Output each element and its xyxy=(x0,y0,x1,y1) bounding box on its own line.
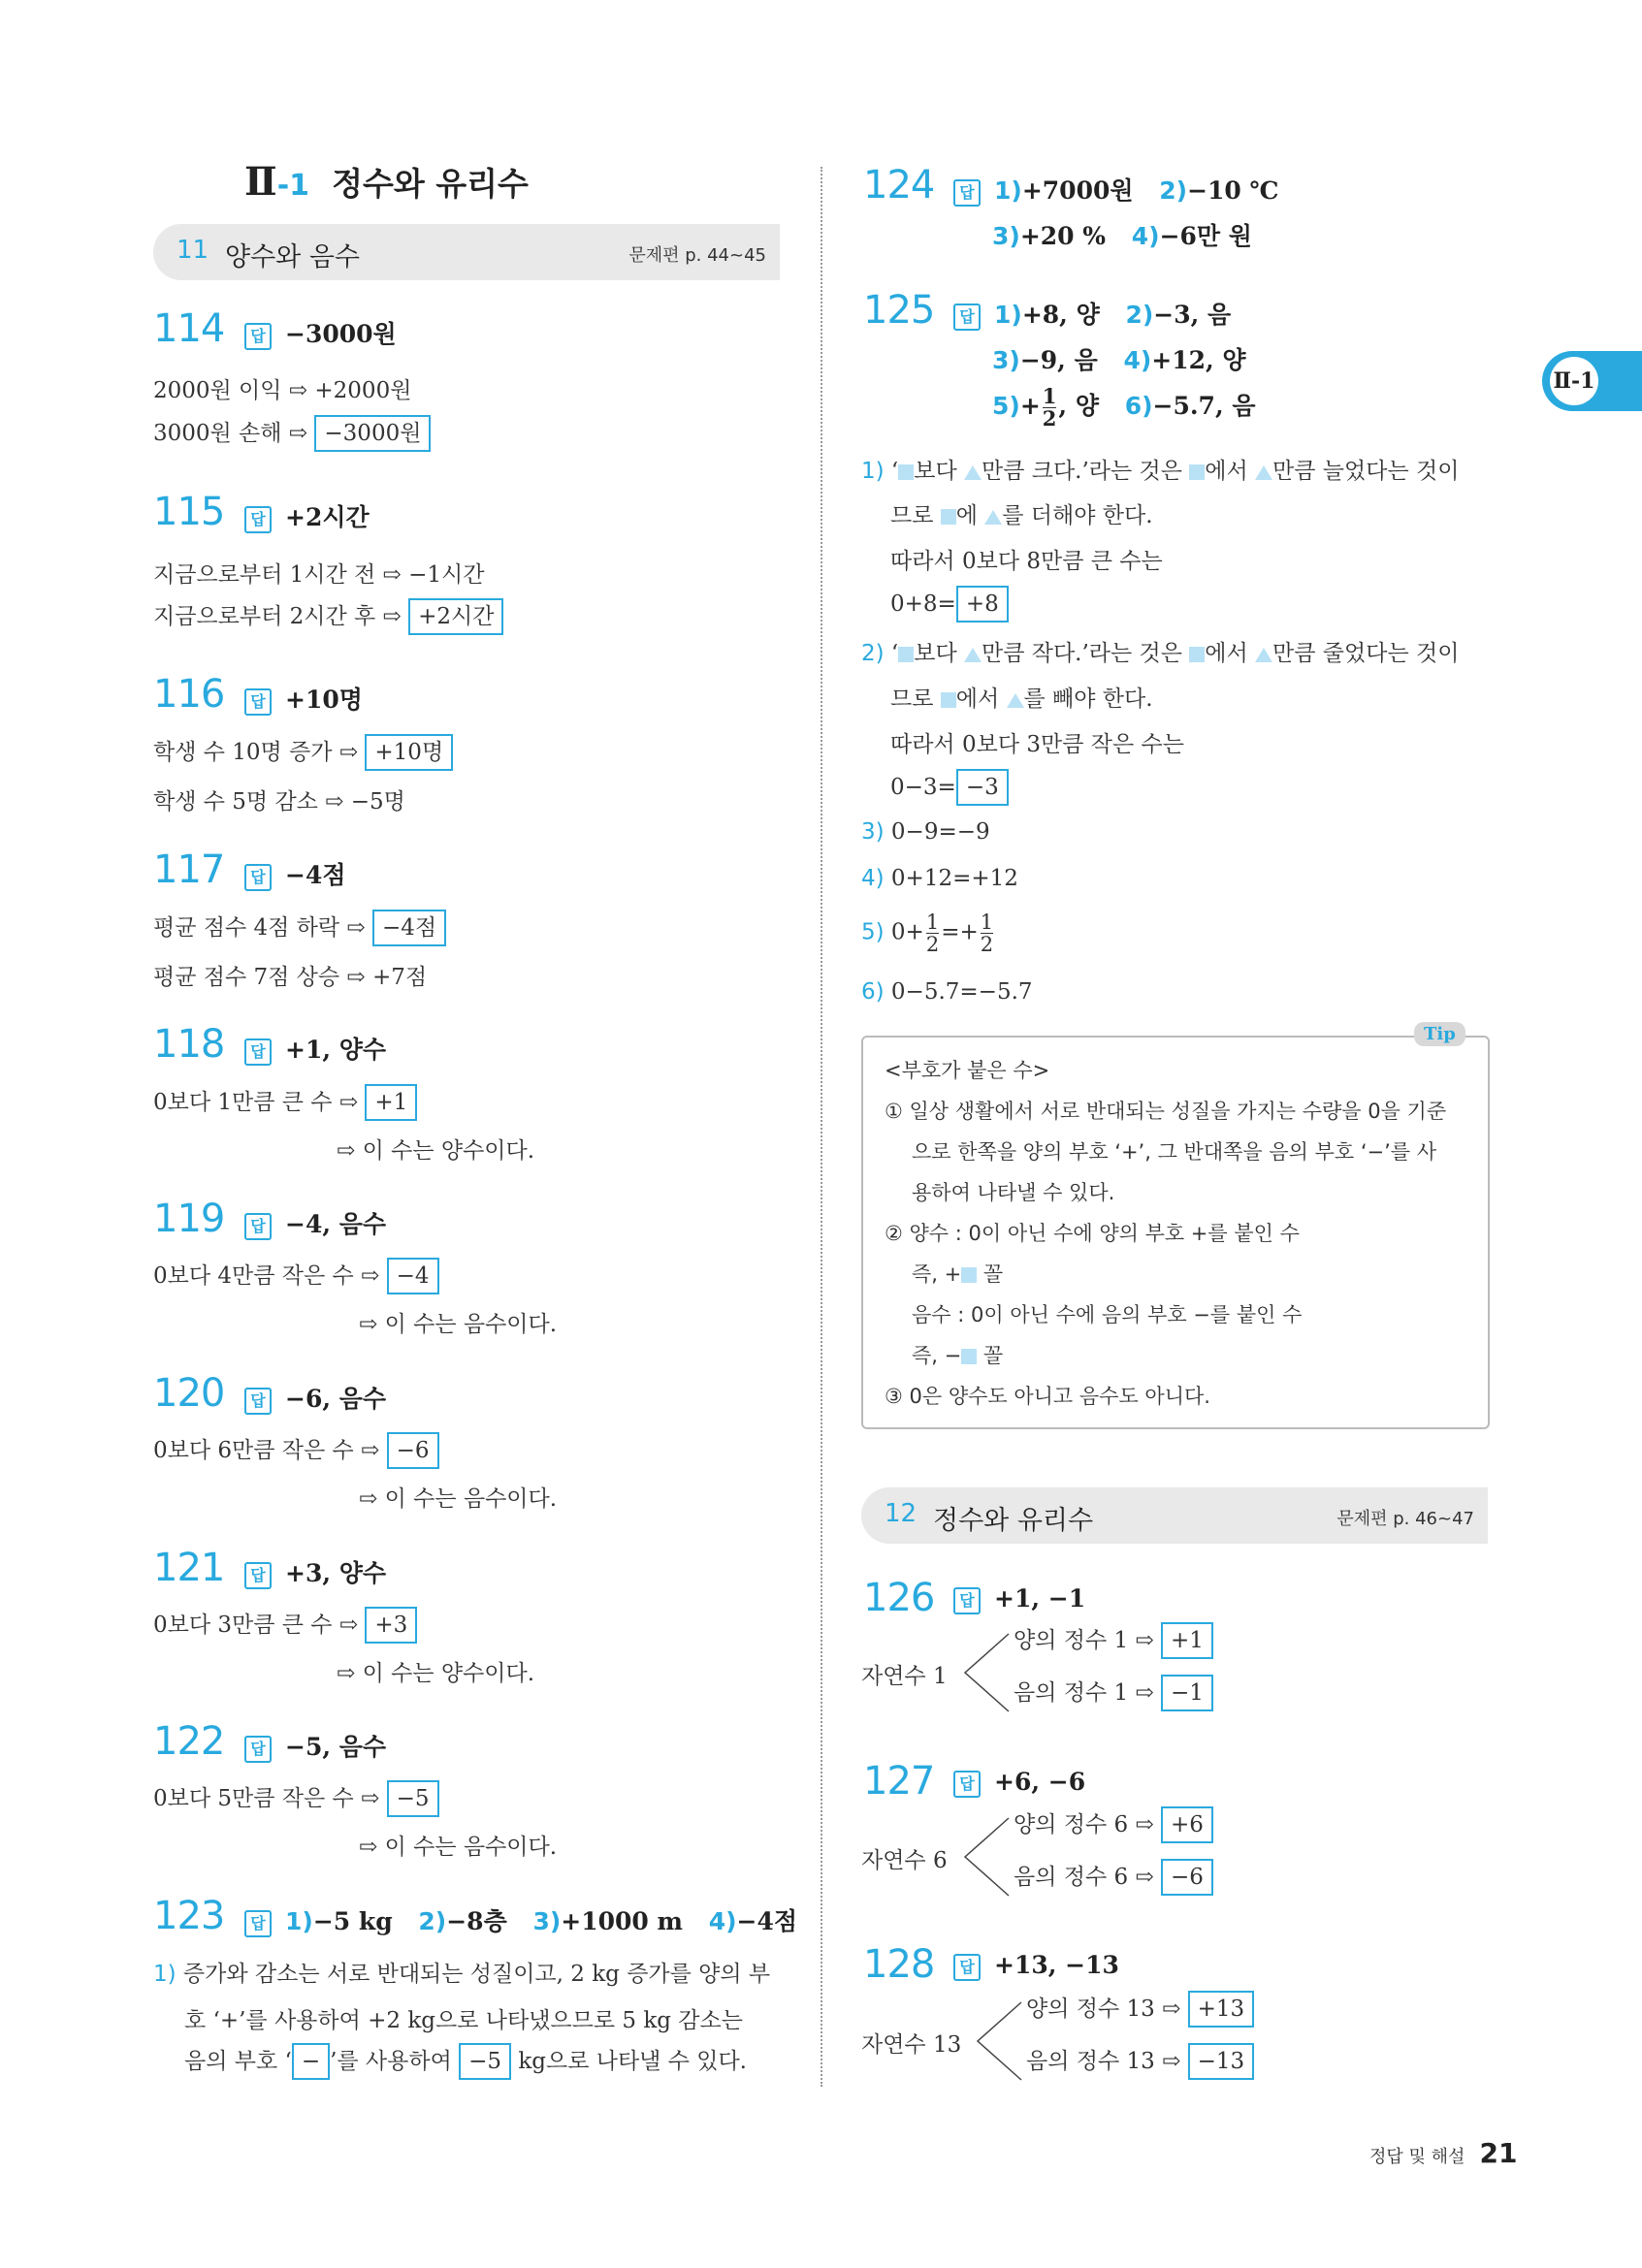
solution-line: 호 ‘+’를 사용하여 +2 kg으로 나타냈으므로 5 kg 감소는 xyxy=(184,2008,743,2033)
answer: 답 −5, 음수 xyxy=(244,1728,386,1763)
chapter-side-tab xyxy=(1542,351,1642,411)
triangle-symbol xyxy=(1007,693,1024,708)
solution-line: 지금으로부터 1시간 전 ⇨ −1시간 xyxy=(153,562,485,588)
tip-line: ③ 0은 양수도 아니고 음수도 아니다. xyxy=(885,1385,1210,1408)
side-tab-label: Ⅱ-1 xyxy=(1550,357,1598,405)
answer: 3)−9, 음 4)+12, 양 xyxy=(992,346,1246,374)
tip-line: 으로 한쪽을 양의 부호 ‘+’, 그 반대쪽을 음의 부호 ‘−’를 사 xyxy=(912,1140,1437,1164)
solution-line: 0+8= +8 xyxy=(890,586,1009,623)
solution-line: 0보다 6만큼 작은 수 ⇨ −6 xyxy=(153,1432,439,1469)
answer: 답 +1, 양수 xyxy=(244,1031,386,1066)
solution-line: 2000원 이익 ⇨ +2000원 xyxy=(153,378,412,403)
square-symbol xyxy=(961,1349,977,1364)
answer-icon: 답 xyxy=(244,688,272,716)
solution-line: 학생 수 10명 증가 ⇨ +10명 xyxy=(153,734,453,771)
answer: 답 −4점 xyxy=(244,856,346,891)
solution-line: 평균 점수 4점 하락 ⇨ −4점 xyxy=(153,910,446,946)
answer: 답 +13, −13 xyxy=(953,1951,1119,1981)
answer-box: +1 xyxy=(365,1084,417,1121)
answer: 답 +2시간 xyxy=(244,498,370,533)
problem-number: 117 xyxy=(153,847,225,892)
section-number: 12 xyxy=(885,1499,918,1528)
triangle-symbol xyxy=(1255,648,1272,662)
tip-tag: Tip xyxy=(1414,1022,1465,1046)
solution-line: 1) ‘ 보다 만큼 크다.’라는 것은 에서 만큼 늘었다는 것이 xyxy=(861,459,1460,484)
branch-brace xyxy=(960,1813,1018,1901)
solution-line: ⇨ 이 수는 양수이다. xyxy=(337,1661,535,1686)
answer-icon: 답 xyxy=(244,1910,272,1937)
solution-line: 므로 에 를 더해야 한다. xyxy=(890,503,1153,528)
problem-number: 125 xyxy=(863,288,935,333)
solution-line: 따라서 0보다 8만큼 큰 수는 xyxy=(890,549,1163,574)
answer: 5)+ $\frac{1}{2}$ , 양 6)−5.7, 음 xyxy=(992,384,1256,431)
solution-line: 4) 0+12=+12 xyxy=(861,866,1018,891)
answer-icon: 답 xyxy=(953,1954,981,1981)
answer-box: −4점 xyxy=(372,910,446,946)
problem-number: 118 xyxy=(153,1022,225,1067)
answer: 답 1)+8, 양 2)−3, 음 xyxy=(953,296,1231,331)
answer-icon: 답 xyxy=(244,1213,272,1240)
solution-line: 따라서 0보다 3만큼 작은 수는 xyxy=(890,732,1184,757)
triangle-symbol xyxy=(964,648,982,662)
answer-box: −5 xyxy=(387,1780,439,1817)
problem-number: 128 xyxy=(863,1942,935,1987)
answer-box: +8 xyxy=(956,586,1009,623)
answer-icon: 답 xyxy=(244,506,272,533)
solution-line: 6) 0−5.7=−5.7 xyxy=(861,979,1033,1005)
problem-number: 127 xyxy=(863,1759,935,1804)
answer-box: −6 xyxy=(387,1432,439,1469)
section-ref: 문제편 p. 46~47 xyxy=(1336,1509,1474,1529)
tip-line: 용하여 나타낼 수 있다. xyxy=(912,1181,1115,1204)
answer-icon: 답 xyxy=(244,323,272,350)
solution-line: 3000원 손해 ⇨ −3000원 xyxy=(153,415,431,452)
solution-line: 3) 0−9=−9 xyxy=(861,819,990,845)
triangle-symbol xyxy=(964,465,982,480)
answer-icon: 답 xyxy=(244,1736,272,1763)
problem-number: 114 xyxy=(153,306,225,351)
problem-number: 126 xyxy=(863,1576,935,1620)
solution-line: ⇨ 이 수는 음수이다. xyxy=(359,1312,558,1337)
tree-branch: 양의 정수 6 ⇨ +6 xyxy=(1014,1806,1213,1843)
problem-number: 116 xyxy=(153,672,225,717)
tree-branch: 양의 정수 1 ⇨ +1 xyxy=(1014,1622,1213,1659)
problem-number: 119 xyxy=(153,1197,225,1241)
problem-number: 115 xyxy=(153,490,225,534)
problem-number: 121 xyxy=(153,1546,225,1590)
solution-line: ⇨ 이 수는 음수이다. xyxy=(359,1486,558,1512)
answer-box: +10명 xyxy=(365,734,453,771)
answer-icon: 답 xyxy=(953,1771,981,1798)
solution-line: 0보다 1만큼 큰 수 ⇨ +1 xyxy=(153,1084,417,1121)
problem-number: 120 xyxy=(153,1371,225,1416)
branch-brace xyxy=(973,1997,1031,2085)
footer-label: 정답 및 해설 xyxy=(1369,2147,1465,2167)
solution-line: 0보다 4만큼 작은 수 ⇨ −4 xyxy=(153,1258,439,1294)
square-symbol xyxy=(941,692,956,708)
solution-line: 5) 0+ $\frac{1}{2}$ =+ $\frac{1}{2}$ xyxy=(861,910,994,956)
answer: 답 +10명 xyxy=(244,681,363,716)
solution-line: 학생 수 5명 감소 ⇨ −5명 xyxy=(153,789,405,815)
section-number: 11 xyxy=(177,236,209,265)
tree-branch: 양의 정수 13 ⇨ +13 xyxy=(1026,1991,1254,2028)
page-number: 21 xyxy=(1479,2137,1518,2169)
section-11-bar xyxy=(153,224,780,280)
solution-line: 평균 점수 7점 상승 ⇨ +7점 xyxy=(153,965,428,990)
chapter-title: 정수와 유리수 xyxy=(332,165,529,203)
answer-box: +6 xyxy=(1161,1806,1213,1843)
answer-box: −5 xyxy=(459,2043,511,2080)
answer-box: −6 xyxy=(1161,1859,1213,1896)
fraction: $\frac{1}{2}$ xyxy=(980,910,994,956)
answer-icon: 답 xyxy=(244,1038,272,1066)
tree-branch: 음의 정수 13 ⇨ −13 xyxy=(1026,2043,1254,2080)
solution-line: 1) 증가와 감소는 서로 반대되는 성질이고, 2 kg 증가를 양의 부 xyxy=(153,1962,771,1987)
answer-box: −4 xyxy=(387,1258,439,1294)
tip-line: 즉, − 꼴 xyxy=(912,1344,1004,1367)
answer: 답 −3000원 xyxy=(244,315,397,350)
section-12-bar xyxy=(861,1487,1488,1544)
solution-line: ⇨ 이 수는 양수이다. xyxy=(337,1138,535,1164)
section-title: 정수와 유리수 xyxy=(933,1506,1094,1536)
square-symbol xyxy=(961,1267,977,1283)
answer-box: −1 xyxy=(1161,1675,1213,1711)
tip-line: ② 양수 : 0이 아닌 수에 양의 부호 +를 붙인 수 xyxy=(885,1222,1300,1245)
answer-box: − xyxy=(292,2043,330,2080)
solution-line: 므로 에서 를 빼야 한다. xyxy=(890,687,1153,712)
tip-line: ① 일상 생활에서 서로 반대되는 성질을 가지는 수량을 0을 기준 xyxy=(885,1100,1447,1123)
solution-line: ⇨ 이 수는 음수이다. xyxy=(359,1835,558,1860)
column-divider xyxy=(821,167,822,2087)
answer-box: −3 xyxy=(956,769,1009,806)
answer: 답 −6, 음수 xyxy=(244,1380,386,1415)
problem-number: 124 xyxy=(863,163,935,208)
square-symbol xyxy=(898,647,914,662)
answer-box: +2시간 xyxy=(408,598,503,635)
solution-line: 0보다 3만큼 큰 수 ⇨ +3 xyxy=(153,1607,417,1644)
branch-brace xyxy=(960,1629,1018,1716)
chapter-heading xyxy=(244,159,529,205)
tree-root: 자연수 1 xyxy=(861,1664,948,1689)
tip-line: 음수 : 0이 아닌 수에 음의 부호 −를 붙인 수 xyxy=(912,1303,1303,1326)
section-title: 양수와 음수 xyxy=(225,242,360,272)
answer: 답 1)−5 kg 2)−8층 3)+1000 m 4)−4점 xyxy=(244,1902,797,1937)
answer-box: −3000원 xyxy=(314,415,431,452)
square-symbol xyxy=(898,464,914,480)
answer: 3)+20 % 4)−6만 원 xyxy=(992,222,1252,250)
tip-title: <부호가 붙은 수> xyxy=(885,1059,1050,1082)
square-symbol xyxy=(1189,464,1205,480)
triangle-symbol xyxy=(1255,465,1272,480)
tree-branch: 음의 정수 1 ⇨ −1 xyxy=(1014,1675,1213,1711)
footer xyxy=(1369,2137,1517,2169)
answer-box: +1 xyxy=(1161,1622,1213,1659)
answer-box: −13 xyxy=(1188,2043,1255,2080)
answer: 답 −4, 음수 xyxy=(244,1205,386,1240)
answer-icon: 답 xyxy=(953,179,981,207)
section-ref: 문제편 p. 44~45 xyxy=(628,245,766,266)
fraction: $\frac{1}{2}$ xyxy=(1042,384,1057,431)
triangle-symbol xyxy=(984,510,1002,525)
answer-icon: 답 xyxy=(244,1562,272,1589)
answer-icon: 답 xyxy=(244,864,272,891)
answer: 답 +1, −1 xyxy=(953,1584,1085,1614)
tree-branch: 음의 정수 6 ⇨ −6 xyxy=(1014,1859,1213,1896)
tree-root: 자연수 6 xyxy=(861,1848,948,1873)
solution-line: 0−3= −3 xyxy=(890,769,1009,806)
answer: 답 1)+7000원 2)−10 ℃ xyxy=(953,172,1278,207)
square-symbol xyxy=(941,509,956,525)
fraction: $\frac{1}{2}$ xyxy=(925,910,940,956)
tree-root: 자연수 13 xyxy=(861,2032,962,2058)
answer-icon: 답 xyxy=(244,1388,272,1415)
solution-line: 지금으로부터 2시간 후 ⇨ +2시간 xyxy=(153,598,503,635)
answer-box: +13 xyxy=(1188,1991,1255,2028)
solution-line: 음의 부호 ‘ − ’를 사용하여 −5 kg으로 나타낼 수 있다. xyxy=(184,2043,747,2080)
tip-line: 즉, + 꼴 xyxy=(912,1262,1004,1286)
problem-number: 123 xyxy=(153,1894,225,1938)
chapter-suffix: -1 xyxy=(276,169,310,203)
answer-box: +3 xyxy=(365,1607,417,1644)
answer-icon: 답 xyxy=(953,303,981,331)
answer: 답 +3, 양수 xyxy=(244,1554,386,1589)
solution-line: 2) ‘ 보다 만큼 작다.’라는 것은 에서 만큼 줄었다는 것이 xyxy=(861,641,1460,666)
answer-icon: 답 xyxy=(953,1587,981,1614)
square-symbol xyxy=(1189,647,1205,662)
chapter-roman: Ⅱ xyxy=(244,159,277,205)
problem-number: 122 xyxy=(153,1719,225,1764)
answer: 답 +6, −6 xyxy=(953,1768,1085,1798)
solution-line: 0보다 5만큼 작은 수 ⇨ −5 xyxy=(153,1780,439,1817)
